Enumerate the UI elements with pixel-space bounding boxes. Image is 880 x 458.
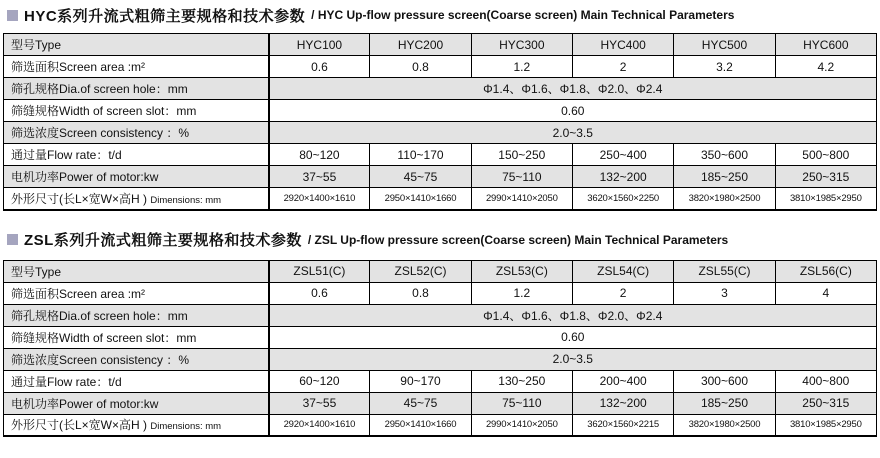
zsl-spec-table (3, 260, 877, 438)
row-label: 筛选浓度Screen consistency ：% (4, 348, 269, 370)
row-label: 外形尺寸(长L×宽W×高H ) Dimensions: mm (4, 414, 269, 436)
merged-value-cell: Φ1.4、Φ1.6、Φ1.8、Φ2.0、Φ2.4 (269, 78, 877, 100)
value-cell: 200~400 (572, 370, 673, 392)
section-title-hyc-zh: HYC系列升流式粗筛主要规格和技术参数 (24, 7, 306, 25)
hyc-spec-table-body (4, 34, 877, 210)
row-label-sub: Dimensions: mm (150, 421, 222, 433)
value-cell: 45~75 (370, 392, 471, 414)
square-bullet-icon (7, 234, 18, 245)
row-label: 筛孔规格Dia.of screen hole：mm (4, 304, 269, 326)
merged-value-cell: Φ1.4、Φ1.6、Φ1.8、Φ2.0、Φ2.4 (269, 304, 877, 326)
value-cell: 132~200 (572, 392, 673, 414)
value-cell: 37~55 (269, 166, 370, 188)
model-header-cell: HYC600 (775, 34, 876, 56)
merged-value-cell: 2.0~3.5 (269, 348, 877, 370)
value-cell: 37~55 (269, 392, 370, 414)
value-cell: 3.2 (674, 56, 775, 78)
value-cell: 1.2 (471, 56, 572, 78)
model-header-cell: ZSL55(C) (674, 260, 775, 282)
section-title-zsl (7, 230, 880, 250)
model-header-cell: ZSL52(C) (370, 260, 471, 282)
value-cell: 250~315 (775, 392, 876, 414)
row-label: 外形尺寸(长L×宽W×高H ) Dimensions: mm (4, 188, 269, 210)
row-label: 通过量Flow rate：t/d (4, 144, 269, 166)
value-cell: 60~120 (269, 370, 370, 392)
value-cell: 2920×1400×1610 (269, 188, 370, 210)
table-row (4, 348, 877, 370)
value-cell: 3820×1980×2500 (674, 188, 775, 210)
row-label: 筛孔规格Dia.of screen hole：mm (4, 78, 269, 100)
section-title-zsl-zh: ZSL系列升流式粗筛主要规格和技术参数 (24, 232, 302, 249)
value-cell: 2990×1410×2050 (471, 414, 572, 436)
value-cell: 75~110 (471, 166, 572, 188)
hyc-spec-table (3, 33, 877, 211)
section-title-hyc-en: / HYC Up-flow pressure screen(Coarse screen) Main Technical Parameters (311, 8, 735, 22)
value-cell: 3 (674, 282, 775, 304)
merged-value-cell: 2.0~3.5 (269, 122, 877, 144)
table-row (4, 56, 877, 78)
value-cell: 300~600 (674, 370, 775, 392)
section-title-hyc (7, 5, 880, 25)
row-label: 筛选面积Screen area :m² (4, 56, 269, 78)
value-cell: 3620×1560×2215 (572, 414, 673, 436)
model-header-cell: HYC500 (674, 34, 775, 56)
value-cell: 3620×1560×2250 (572, 188, 673, 210)
table-row (4, 122, 877, 144)
table-row (4, 188, 877, 210)
row-label-model-type: 型号Type (4, 260, 269, 282)
model-header-cell: ZSL54(C) (572, 260, 673, 282)
model-header-cell: ZSL51(C) (269, 260, 370, 282)
value-cell: 130~250 (471, 370, 572, 392)
value-cell: 110~170 (370, 144, 471, 166)
value-cell: 80~120 (269, 144, 370, 166)
value-cell: 250~400 (572, 144, 673, 166)
row-label: 电机功率Power of motor:kw (4, 392, 269, 414)
value-cell: 3810×1985×2950 (775, 414, 876, 436)
table-row (4, 144, 877, 166)
value-cell: 4.2 (775, 56, 876, 78)
value-cell: 2990×1410×2050 (471, 188, 572, 210)
row-label: 筛选面积Screen area :m² (4, 282, 269, 304)
row-label: 筛缝规格Width of screen slot：mm (4, 100, 269, 122)
merged-value-cell: 0.60 (269, 326, 877, 348)
value-cell: 2920×1400×1610 (269, 414, 370, 436)
row-label: 通过量Flow rate：t/d (4, 370, 269, 392)
value-cell: 45~75 (370, 166, 471, 188)
model-header-cell: HYC300 (471, 34, 572, 56)
table-row (4, 304, 877, 326)
row-label-sub: Dimensions: mm (150, 194, 222, 206)
table-row (4, 100, 877, 122)
square-bullet-icon (7, 10, 18, 21)
table-row (4, 370, 877, 392)
zsl-spec-table-body (4, 260, 877, 436)
value-cell: 75~110 (471, 392, 572, 414)
table-row (4, 166, 877, 188)
model-header-cell: ZSL53(C) (471, 260, 572, 282)
value-cell: 132~200 (572, 166, 673, 188)
model-header-cell: HYC100 (269, 34, 370, 56)
value-cell: 3810×1985×2950 (775, 188, 876, 210)
value-cell: 2950×1410×1660 (370, 414, 471, 436)
table-row (4, 392, 877, 414)
value-cell: 500~800 (775, 144, 876, 166)
value-cell: 185~250 (674, 392, 775, 414)
table-header-row (4, 260, 877, 282)
value-cell: 350~600 (674, 144, 775, 166)
value-cell: 0.8 (370, 56, 471, 78)
value-cell: 2 (572, 282, 673, 304)
row-label: 电机功率Power of motor:kw (4, 166, 269, 188)
row-label-model-type: 型号Type (4, 34, 269, 56)
value-cell: 150~250 (471, 144, 572, 166)
value-cell: 3820×1980×2500 (674, 414, 775, 436)
value-cell: 250~315 (775, 166, 876, 188)
value-cell: 2 (572, 56, 673, 78)
value-cell: 0.8 (370, 282, 471, 304)
value-cell: 0.6 (269, 56, 370, 78)
value-cell: 1.2 (471, 282, 572, 304)
table-row (4, 414, 877, 436)
value-cell: 2950×1410×1660 (370, 188, 471, 210)
merged-value-cell: 0.60 (269, 100, 877, 122)
value-cell: 0.6 (269, 282, 370, 304)
value-cell: 4 (775, 282, 876, 304)
model-header-cell: HYC400 (572, 34, 673, 56)
row-label: 筛选浓度Screen consistency ：% (4, 122, 269, 144)
model-header-cell: ZSL56(C) (775, 260, 876, 282)
model-header-cell: HYC200 (370, 34, 471, 56)
value-cell: 400~800 (775, 370, 876, 392)
table-header-row (4, 34, 877, 56)
value-cell: 90~170 (370, 370, 471, 392)
row-label: 筛缝规格Width of screen slot：mm (4, 326, 269, 348)
value-cell: 185~250 (674, 166, 775, 188)
section-title-zsl-en: / ZSL Up-flow pressure screen(Coarse screen) Main Technical Parameters (307, 232, 729, 247)
table-row (4, 326, 877, 348)
table-row (4, 282, 877, 304)
table-row (4, 78, 877, 100)
